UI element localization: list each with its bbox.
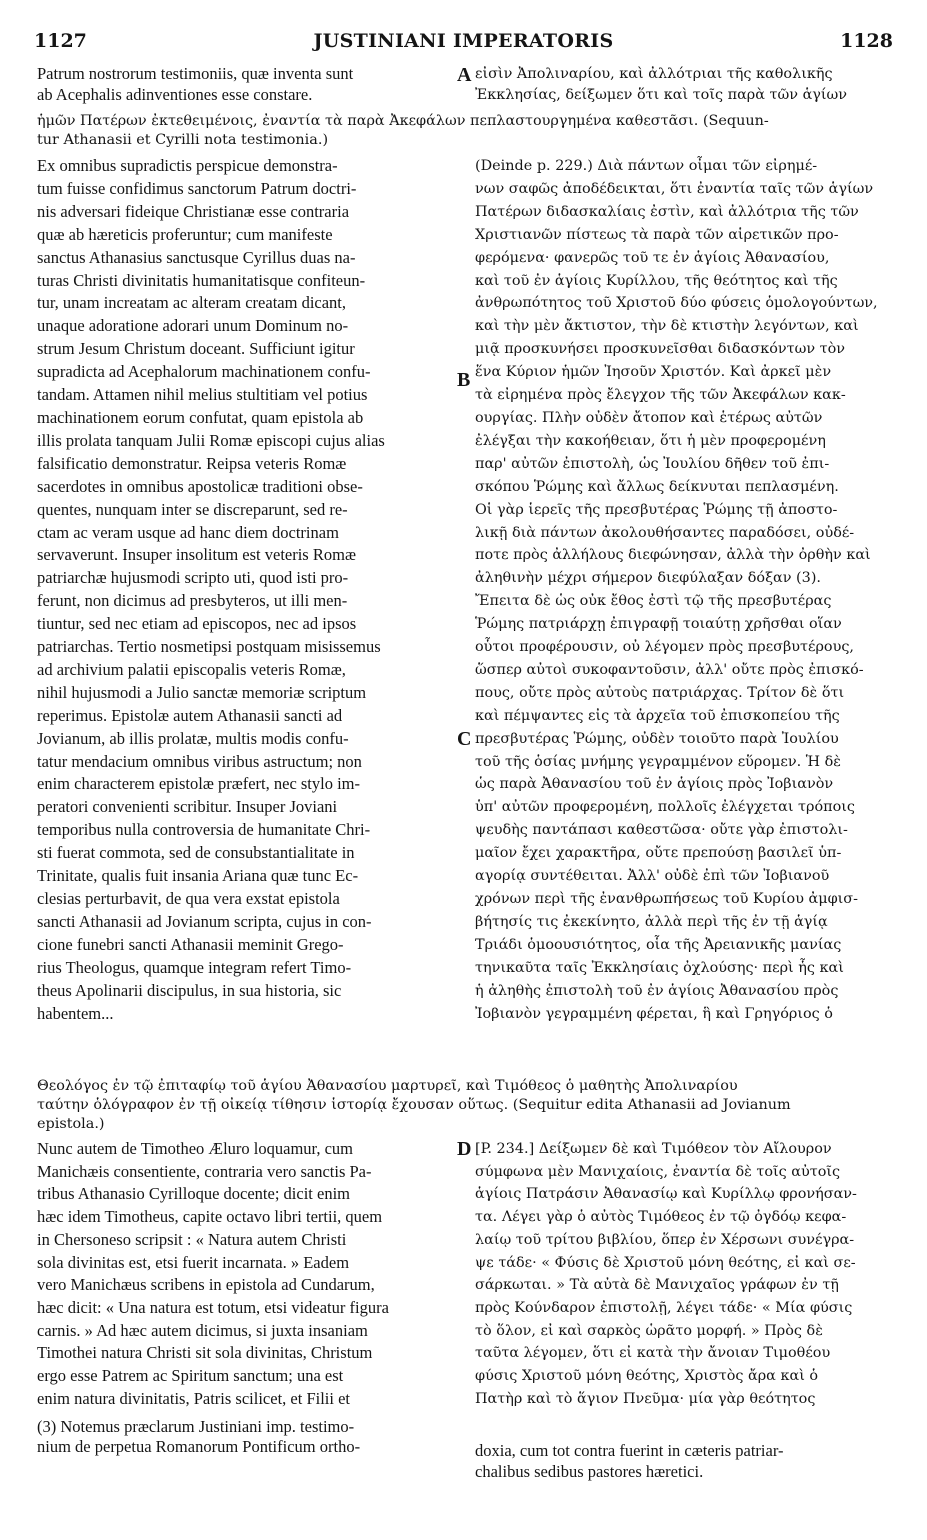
latin-text-continuation: Patrum nostrorum testimoniis, quæ inventa sunt ab Acephalis adinventiones esse constare. — [37, 64, 354, 104]
right-page-number: 1128 — [840, 30, 893, 52]
greek-column-main: (Deinde p. 229.) Διὰ πάντων οἶμαι τῶν εἰρημέ- νων σαφῶς ἀποδέδεικται, ὅτι ἐναντία ταῖς τῶν ἁγίων Πατέρων διδασκαλίαις ἐστὶν, καὶ ἀλλότρια τῆς τῶν Χριστιανῶν πίστεως τὰ παρὰ τῶν αἱρετικῶν προ- φερόμενα· φανερῶς τοῦ τε ἐν ἁγίοις Ἀθανασίου, καὶ τοῦ ἐν ἁγίοις Κυρίλλου, τῆς θεότητος καὶ τῆς ἀνθρωπότητος τοῦ Χριστοῦ δύο φύσεις ὁμολογούντων, καὶ τὴν μὲν ἄκτιστον, τὴν δὲ κτιστὴν λεγόντων, καὶ μιᾷ προσκυνήσει προσκυνεῖσθαι διδασκόντων τὸν ἕνα Κύριον ἡμῶν Ἰησοῦν Χριστόν. Καὶ ἀρκεῖ μὲν τὰ εἰρημένα πρὸς ἔλεγχον τῆς τῶν Ἀκεφάλων κακ- ουργίας. Πλὴν οὐδὲν ἄτοπον καὶ ἑτέρως αὐτῶν ἐλέγξαι τὴν κακοήθειαν, ὅτι ἡ μὲν προφερομένη παρ' αὐτῶν ἐπιστολὴ, ὡς Ἰουλίου δῆθεν τοῦ ἐπι- σκόπου Ῥώμης καὶ ἄλλως δείκνυται πεπλασμένη. Οἱ γὰρ ἱερεῖς τῆς πρεσβυτέρας Ῥώμης τῇ ἀποστο- λικῇ διὰ πάντων ἀκολουθήσαντες παραδόσει, οὐδέ- ποτε πρὸς ἀλλήλους διεφώνησαν, ἀλλὰ τὴν ὀρθὴν καὶ ἀληθινὴν μέχρι σήμερον διεφύλαξαν δόξαν (3). Ἔπειτα δὲ ὡς οὐκ ἔθος ἐστὶ τῷ τῆς πρεσβυτέρας Ῥώμης πατριάρχῃ ἐπιγραφῇ τοιαύτῃ χρῆσθαι οἵαν οὗτοι προφέρουσιν, οὐ λέγομεν πρὸς πρεσβυτέρους, ὥσπερ αὐτοὶ συκοφαντοῦσιν, ἀλλ' οὔτε πρὸς ἐπισκό- πους, οὔτε πρὸς αὐτοὺς πατριάρχας. Τρίτον δὲ ὅτι καὶ πέμψαντες εἰς τὰ ἀρχεῖα τοῦ ἐπισκοπείου τῆς πρεσβυτέρας Ῥώμης, οὐδὲν τοιοῦτο παρὰ Ἰουλίου τοῦ τῆς ὁσίας μνήμης γεγραμμένον εὕρομεν. Ἡ δὲ ὡς παρὰ Ἀθανασίου τοῦ ἐν ἁγίοις πρὸς Ἰοβιανὸν ὑπ' αὐτῶν προφερομένη, πολλοῖς ἐλέγχεται τρόποις ψευδὴς παντάπασι καθεστῶσα· οὔτε γὰρ ἐπιστολι- μαῖον ἔχει χαρακτῆρα, οὔτε πρεπούσῃ βασιλεῖ ὑπ- αγορίᾳ συντέθειται. Ἀλλ' οὐδὲ ἐπὶ τῶν Ἰοβιανοῦ χρόνων περὶ τῆς ἐνανθρωπήσεως τοῦ Κυρίου ἀμφισ- βήτησίς τις ἐκεκίνητο, ἀλλὰ περὶ τῆς ἐν τῇ ἁγίᾳ Τριάδι ὁμοουσιότητος, οἷα τῆς Ἀρειανικῆς μανίας τηνικαῦτα ταῖς Ἐκκλησίαις ὀχλούσης· περὶ ἧς καὶ ἡ ἀληθὴς ἐπιστολὴ τοῦ ἐν ἁγίοις Ἀθανασίου πρὸς Ἰοβιανὸν γεγραμμένη φέρεται, ἣ καὶ Γρηγόριος ὁ — [475, 158, 878, 1022]
latin-column-main: Ex omnibus supradictis perspicue demonstra- tum fuisse confidimus sanctorum Patrum doctri- nis adversari fideique Christianæ esse contraria quæ ab hæreticis proferuntur; cum manifeste sanctus Athanasius sanctusque Cyrillus duas na- turas Christi divinitatis humanitatisque confiteun- tur, unam increatam ac alteram creatam dicant, unaque adoratione adorari unum Dominum no- strum Jesum Christum doceant. Sufficiunt igitur supradicta ad Acephalorum machinationem confu- tandam. Attamen nihil melius stultitiam vel potius machinationem eorum confutat, quam epistola ab illis prolata tanquam Julii Romæ episcopi cujus alias falsificatio demonstratur. Reipsa veteris Romæ sacerdotes in omnibus apostolicæ traditioni obse- quentes, nunquam inter se discreparunt, sed re- ctam ac veram usque ad hanc diem doctrinam servaverunt. Insuper insolitum est veteris Romæ patriarchæ hujusmodi scripto uti, quod isti pro- ferunt, non dicimus ad presbyteros, ut illi men- tiuntur, sed nec etiam ad episcopos, nec ad ipsos patriarchas. Tertio nosmetipsi postquam misissemus ad archivium palatii episcopalis veteris Romæ, nihil hujusmodi a Julio sanctæ memoriæ scriptum reperimus. Epistolæ autem Athanasii sancti ad Jovianum, ab illis prolatæ, multis modis confu- tatur mendacium omnibus viribus astructum; non enim characterem epistolæ præfert, nec stylo im- peratori convenienti scribitur. Insuper Joviani temporibus nulla controversia de humanitate Chri- sti fuerat commota, sed de consubstantialitate in Trinitate, qualis fuit insania Ariana quæ tunc Ec- clesias perturbavit, de qua vera exstat epistola sancti Athanasii ad Jovianum scripta, cujus in con- cione funebri sancti Athanasii meminit Grego- rius Theologus, quamque integram refert Timo- theus Apolinarii discipulus, in sua historia, sic habentem... — [37, 156, 385, 1023]
page-header — [0, 30, 927, 60]
latin-column-timotheus: Nunc autem de Timotheo Æluro loquamur, cum Manichæis consentiente, contraria vero sanctis Pa- tribus Athanasio Cyrilloque docente; dicit enim hæc idem Timotheus, capite octavo libri tertii, quem in Chersoneso scripsit : « Natura autem Christi sola divinitas est, etsi fuerit incarnata. » Eadem vero Manichæus scribens in epistola ad Cundarum, hæc dicit: « Una natura est totum, etsi videatur figura carnis. » Ad hæc autem dicimus, si juxta insaniam Timothei natura Christi sit sola divinitas, Christum ergo esse Patrem ac Spiritum sanctum; una est enim natura divinitatis, Patris scilicet, et Filii et — [37, 1139, 389, 1408]
left-page-number: 1127 — [34, 30, 87, 52]
full-width-greek-block: Θεολόγος ἐν τῷ ἐπιταφίῳ τοῦ ἁγίου Ἀθανασίου μαρτυρεῖ, καὶ Τιμόθεος ὁ μαθητὴς Ἀπολιναρίου ταύτην ὁλόγραφον ἐν τῇ οἰκείᾳ τίθησιν ἱστορίᾳ ἔχουσαν οὕτως. (Sequitur edita Athanasii ad Jovianum epistola.) — [37, 1078, 791, 1132]
full-width-greek-line: ἡμῶν Πατέρων ἐκτεθειμένοις, ἐναντία τὰ παρὰ Ἀκεφάλων πεπλαστουργημένα καθεστᾶσι. (Sequun- tur Athanasii et Cyrilli nota testimonia.) — [37, 113, 769, 148]
footnote-right: doxia, cum tot contra fuerint in cæteris patriar- chalibus sedibus pastores hæretici. — [475, 1441, 784, 1481]
margin-marker-a: A — [457, 64, 472, 86]
margin-marker-c: C — [457, 728, 472, 750]
greek-column-timotheus: [P. 234.] Δείξωμεν δὲ καὶ Τιμόθεον τὸν Αἴλουρον σύμφωνα μὲν Μανιχαίοις, ἐναντία δὲ τοῖς αὐτοῖς ἁγίοις Πατράσιν Ἀθανασίῳ καὶ Κυρίλλῳ φρονήσαν- τα. Λέγει γὰρ ὁ αὐτὸς Τιμόθεος ἐν τῷ ὀγδόῳ κεφα- λαίῳ τοῦ τρίτου βιβλίου, ὅπερ ἐν Χέρσωνι συνέγρα- ψε τάδε· « Φύσις δὲ Χριστοῦ μόνη θεότης, εἰ καὶ σε- σάρκωται. » Τὰ αὐτὰ δὲ Μανιχαῖος γράφων ἐν τῇ πρὸς Κούνδαρον ἐπιστολῇ, λέγει τάδε· « Μία φύσις τὸ ὅλον, εἰ καὶ σαρκὸς ὡρᾶτο μορφή. » Πρὸς δὲ ταῦτα λέγομεν, ὅτι εἰ κατὰ τὴν ἄνοιαν Τιμοθέου φύσις Χριστοῦ μόνη θεότης, Χριστὸς ἄρα καὶ ὁ Πατὴρ καὶ τὸ ἅγιον Πνεῦμα· μία γὰρ θεότητος — [475, 1141, 857, 1407]
margin-marker-d: D — [457, 1138, 472, 1160]
margin-marker-b: B — [457, 369, 471, 391]
running-title: JUSTINIANI IMPERATORIS — [313, 30, 614, 52]
footnote-left: (3) Notemus præclarum Justiniani imp. testimo- nium de perpetua Romanorum Pontificum ortho- — [37, 1417, 361, 1456]
greek-text-continuation: εἰσὶν Ἀπολιναρίου, καὶ ἀλλότριαι τῆς καθολικῆς Ἐκκλησίας, δείξωμεν ὅτι καὶ τοῖς παρὰ τῶν ἁγίων — [475, 66, 848, 103]
